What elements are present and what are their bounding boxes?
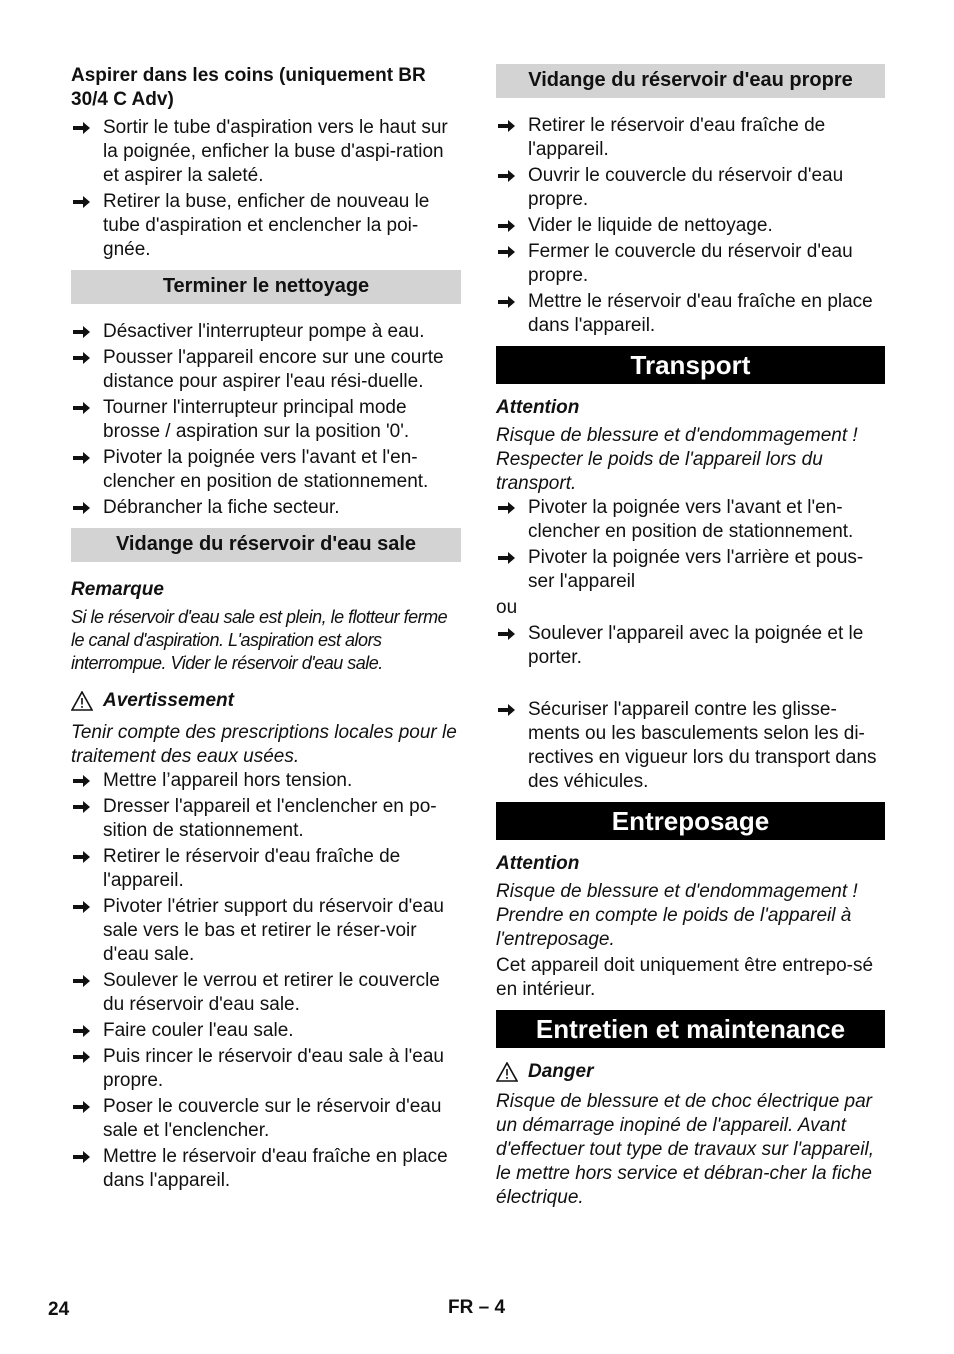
transport-attention-label: Attention (496, 397, 580, 418)
transport-attention-text: Risque de blessure et d'endommagement ! Respecter le poids de l'appareil lors du transport. (496, 425, 858, 494)
arrow-bullet-icon (73, 800, 91, 814)
danger-label-row (496, 1060, 885, 1084)
list-item (496, 622, 885, 670)
list-item (71, 845, 461, 893)
arrow-bullet-icon (73, 401, 91, 415)
warning-text: Tenir compte des prescriptions locales pour le traitement des eaux usées. (71, 722, 457, 767)
arrow-bullet-icon (73, 974, 91, 988)
arrow-bullet-icon (73, 351, 91, 365)
remark-label: Remarque (71, 579, 164, 600)
list-item (71, 1145, 461, 1193)
list-item (71, 190, 461, 262)
list-item-text: Mettre le réservoir d'eau fraîche en place dans l'appareil. (103, 1146, 448, 1191)
list-item (496, 214, 885, 238)
arrow-bullet-icon (73, 850, 91, 864)
arrow-bullet-icon (73, 451, 91, 465)
list-item-text: Sortir le tube d'aspiration vers le haut sur la poignée, enficher la buse d'aspi-ration et aspirer la saleté. (103, 117, 448, 186)
list-item-text: Ouvrir le couvercle du réservoir d'eau propre. (528, 165, 844, 210)
list-item (71, 496, 461, 520)
storage-attention-label: Attention (496, 853, 580, 874)
clean-water-heading: Vidange du réservoir d'eau propre (496, 64, 885, 98)
spacer (496, 672, 885, 698)
list-item (71, 1019, 461, 1043)
list-item-text: Retirer le réservoir d'eau fraîche de l'appareil. (103, 846, 401, 891)
list-item (496, 698, 885, 794)
list-item-text: Puis rincer le réservoir d'eau sale à l'eau propre. (103, 1046, 444, 1091)
list-item (71, 346, 461, 394)
remark-text: Si le réservoir d'eau sale est plein, le flotteur ferme le canal d'aspiration. L'aspiration est alors interrompue. Vider le réservoir d'eau sale. (71, 607, 448, 673)
arrow-bullet-icon (73, 1100, 91, 1114)
list-item-text: Vider le liquide de nettoyage. (528, 215, 773, 236)
list-item-text: Fermer le couvercle du réservoir d'eau propre. (528, 241, 853, 286)
transport-heading: Transport (496, 346, 885, 384)
list-item (71, 446, 461, 494)
danger-text: Risque de blessure et de choc électrique par un démarrage inopiné de l'appareil. Avant d'effectuer tout type de travaux sur l'appareil, le mettre hors service et débran-cher la fiche électrique. (496, 1091, 874, 1208)
storage-text: Cet appareil doit uniquement être entrepo-sé en intérieur. (496, 955, 874, 1000)
arrow-bullet-icon (498, 219, 516, 233)
dirty-water-heading: Vidange du réservoir d'eau sale (71, 528, 461, 562)
corners-heading: Aspirer dans les coins (uniquement BR 30/4 C Adv) (71, 65, 426, 110)
dirty-steps (71, 769, 461, 1193)
arrow-bullet-icon (498, 169, 516, 183)
list-item-text: Soulever l'appareil avec la poignée et le porter. (528, 623, 864, 668)
transport-steps-b (496, 622, 885, 670)
warning-triangle-icon (71, 691, 93, 711)
list-item (496, 240, 885, 288)
arrow-bullet-icon (73, 501, 91, 515)
list-item-text: Faire couler l'eau sale. (103, 1020, 294, 1041)
finish-cleaning-heading: Terminer le nettoyage (71, 270, 461, 304)
danger-label: Danger (528, 1061, 594, 1082)
arrow-bullet-icon (498, 245, 516, 259)
list-item-text: Désactiver l'interrupteur pompe à eau. (103, 321, 425, 342)
arrow-bullet-icon (498, 703, 516, 717)
arrow-bullet-icon (498, 501, 516, 515)
list-item-text: Pivoter la poignée vers l'arrière et pous-ser l'appareil (528, 547, 864, 592)
maintenance-heading: Entretien et maintenance (496, 1010, 885, 1048)
list-item (71, 1095, 461, 1143)
arrow-bullet-icon (73, 195, 91, 209)
list-item (71, 1045, 461, 1093)
list-item-text: Pousser l'appareil encore sur une courte distance pour aspirer l'eau rési-duelle. (103, 347, 444, 392)
finish-steps (71, 320, 461, 520)
arrow-bullet-icon (498, 627, 516, 641)
list-item (496, 546, 885, 594)
list-item (496, 496, 885, 544)
list-item-text: Pivoter la poignée vers l'avant et l'en-clencher en position de stationnement. (528, 497, 854, 542)
list-item-text: Retirer la buse, enficher de nouveau le tube d'aspiration et enclencher la poi-gnée. (103, 191, 430, 260)
list-item-text: Débrancher la fiche secteur. (103, 497, 340, 518)
arrow-bullet-icon (73, 1150, 91, 1164)
page-number: 24 (48, 1299, 70, 1320)
list-item (71, 895, 461, 967)
list-item-text: Dresser l'appareil et l'enclencher en po-sition de stationnement. (103, 796, 437, 841)
list-item (496, 164, 885, 212)
arrow-bullet-icon (73, 121, 91, 135)
arrow-bullet-icon (73, 1050, 91, 1064)
arrow-bullet-icon (498, 295, 516, 309)
storage-heading: Entreposage (496, 802, 885, 840)
clean-steps (496, 114, 885, 338)
list-item-text: Pivoter l'étrier support du réservoir d'eau sale vers le bas et retirer le réser-voir d'eau sale. (103, 896, 444, 965)
warning-label: Avertissement (103, 690, 234, 711)
list-item-text: Soulever le verrou et retirer le couvercle du réservoir d'eau sale. (103, 970, 440, 1015)
list-item-text: Mettre le réservoir d'eau fraîche en place dans l'appareil. (528, 291, 873, 336)
arrow-bullet-icon (498, 551, 516, 565)
list-item-text: Sécuriser l'appareil contre les glisse-ments ou les basculements selon les di-rectives en vigueur lors du transport dans des véhicules. (528, 699, 877, 792)
list-item-text: Retirer le réservoir d'eau fraîche de l'appareil. (528, 115, 826, 160)
list-item-text: Poser le couvercle sur le réservoir d'eau sale et l'enclencher. (103, 1096, 442, 1141)
list-item (71, 969, 461, 1017)
list-item (496, 114, 885, 162)
arrow-bullet-icon (498, 119, 516, 133)
list-item (496, 290, 885, 338)
transport-steps-c (496, 698, 885, 794)
list-item (71, 769, 461, 793)
right-column (496, 64, 885, 1210)
arrow-bullet-icon (73, 774, 91, 788)
list-item-text: Tourner l'interrupteur principal mode brosse / aspiration sur la position '0'. (103, 397, 410, 442)
list-item (71, 795, 461, 843)
list-item (71, 396, 461, 444)
arrow-bullet-icon (73, 325, 91, 339)
corners-steps (71, 116, 461, 262)
transport-or: ou (496, 597, 518, 618)
list-item (71, 116, 461, 188)
storage-attention-text: Risque de blessure et d'endommagement ! Prendre en compte le poids de l'appareil à l'entreposage. (496, 881, 858, 950)
left-column (71, 64, 461, 1195)
list-item-text: Mettre l’appareil hors tension. (103, 770, 353, 791)
list-item-text: Pivoter la poignée vers l'avant et l'en-clencher en position de stationnement. (103, 447, 429, 492)
arrow-bullet-icon (73, 1024, 91, 1038)
transport-steps-a (496, 496, 885, 594)
page-code: FR – 4 (448, 1297, 506, 1318)
list-item (71, 320, 461, 344)
warning-triangle-icon (496, 1062, 518, 1082)
warning-label-row (71, 689, 461, 713)
arrow-bullet-icon (73, 900, 91, 914)
